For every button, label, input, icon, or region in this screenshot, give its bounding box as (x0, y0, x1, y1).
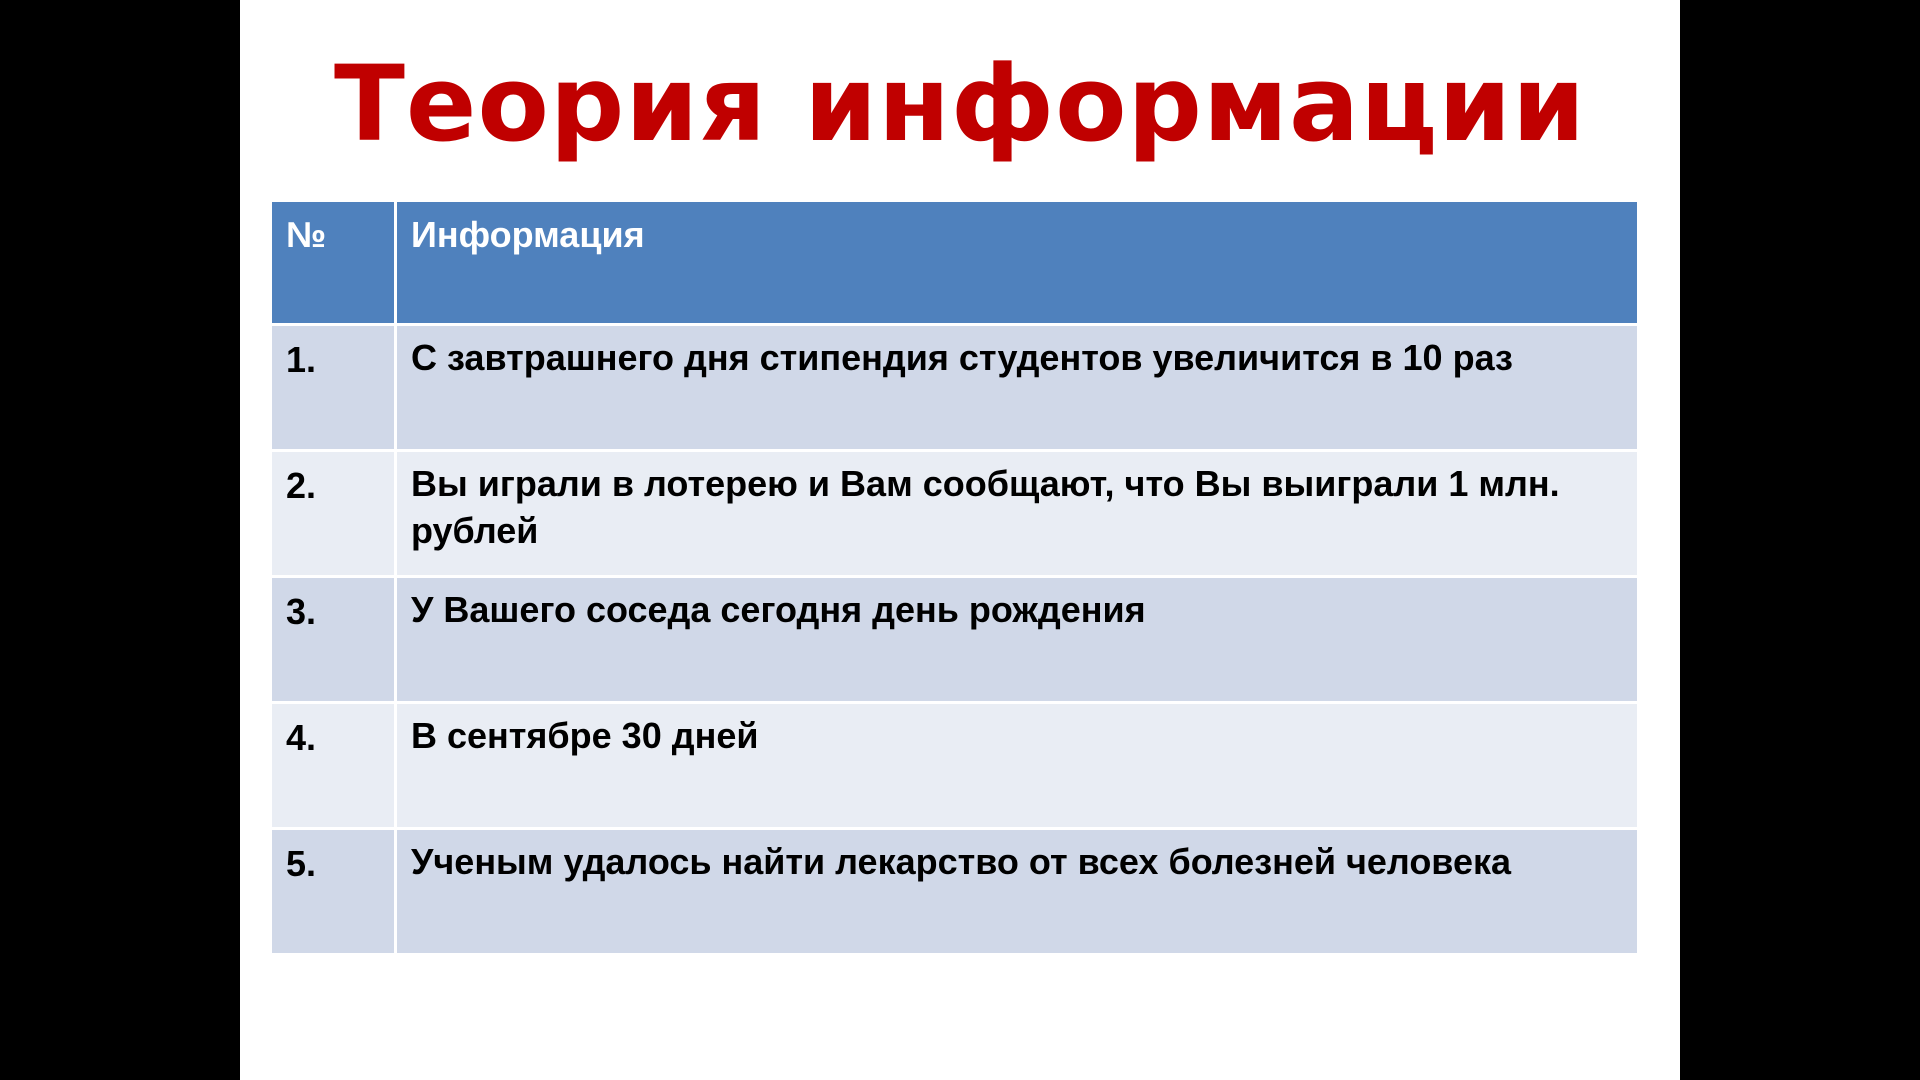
info-table (269, 199, 1640, 956)
table-row (271, 703, 1639, 829)
row-number: 5. (271, 829, 396, 955)
table-row (271, 829, 1639, 955)
row-text: С завтрашнего дня стипендия студентов увеличится в 10 раз (396, 325, 1639, 451)
table-row (271, 325, 1639, 451)
row-number: 2. (271, 451, 396, 577)
row-number: 3. (271, 577, 396, 703)
row-text: У Вашего соседа сегодня день рождения (396, 577, 1639, 703)
slide (240, 0, 1680, 1080)
row-text: В сентябре 30 дней (396, 703, 1639, 829)
row-number: 4. (271, 703, 396, 829)
slide-title: Теория информации (333, 43, 1587, 165)
header-number: № (271, 201, 396, 325)
header-information: Информация (396, 201, 1639, 325)
row-text: Ученым удалось найти лекарство от всех болезней человека (396, 829, 1639, 955)
table-row (271, 451, 1639, 577)
row-number: 1. (271, 325, 396, 451)
table-header-row (271, 201, 1639, 325)
row-text: Вы играли в лотерею и Вам сообщают, что Вы выиграли 1 млн. рублей (396, 451, 1639, 577)
table-row (271, 577, 1639, 703)
